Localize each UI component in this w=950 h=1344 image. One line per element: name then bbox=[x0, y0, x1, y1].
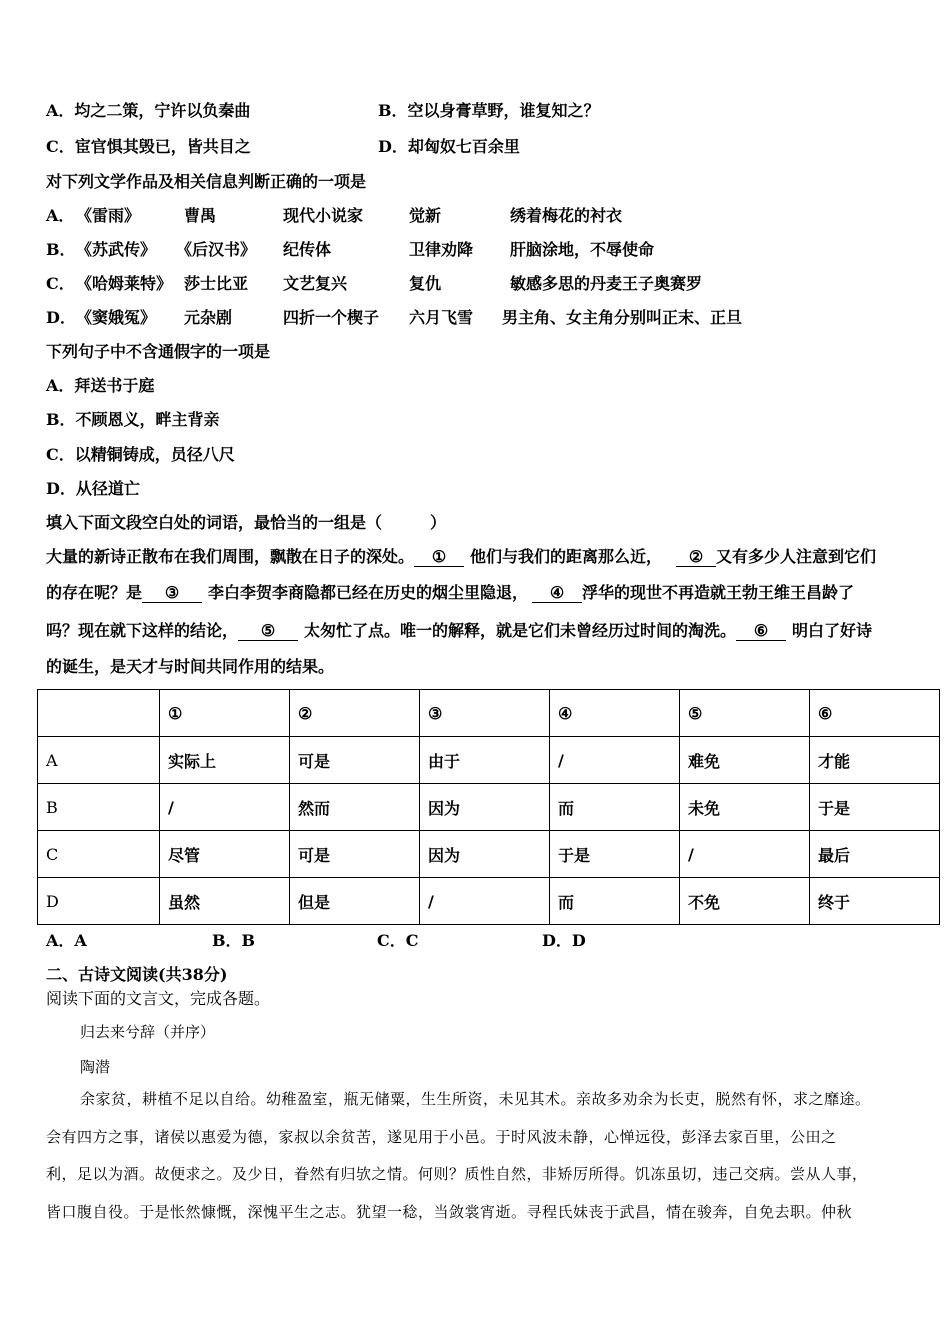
lit-label: A． bbox=[46, 206, 75, 225]
lit-option-row bbox=[46, 273, 703, 295]
answer-table bbox=[37, 689, 940, 925]
table-cell: ⑤ bbox=[680, 690, 810, 737]
table-cell: C bbox=[38, 831, 160, 878]
poem-title: 归去来兮辞（并序） bbox=[80, 1023, 216, 1041]
blank-1: ① bbox=[414, 548, 464, 567]
lit-item: 卫律劝降 bbox=[409, 240, 474, 259]
option-b: B．空以身膏草野，谁复知之？ bbox=[378, 101, 600, 120]
blank-6: ⑥ bbox=[736, 622, 786, 641]
lit-option-row bbox=[46, 205, 623, 227]
lit-author: 元杂剧 bbox=[184, 308, 233, 327]
preface-line: 利，足以为酒。故便求之。及少日，眷然有归欤之情。何则？质性自然，非矫厉所得。饥冻虽切，违己交病。尝从人事， bbox=[46, 1165, 868, 1183]
passage-text: 大量的新诗正散布在我们周围，飘散在日子的深处。 bbox=[46, 547, 415, 566]
table-row bbox=[38, 784, 940, 831]
option-c: C．宦官惧其毁已，皆共目之 bbox=[46, 137, 251, 156]
lit-label: C． bbox=[46, 274, 75, 293]
preface-line: 余家贫，耕植不足以自给。幼稚盈室，瓶无储粟，生生所资，未见其术。亲故多劝余为长吏，脱然有怀，求之靡途。 bbox=[80, 1090, 871, 1108]
passage-text: 明白了好诗 bbox=[792, 621, 873, 640]
table-cell: 尽管 bbox=[160, 831, 290, 878]
blank-5: ⑤ bbox=[238, 622, 298, 641]
table-row bbox=[38, 737, 940, 784]
question-stem-literature: 对下列文学作品及相关信息判断正确的一项是 bbox=[46, 172, 367, 191]
lit-work: 《苏武传》 bbox=[76, 240, 157, 259]
fill-passage-line bbox=[46, 546, 876, 568]
lit-genre: 文艺复兴 bbox=[283, 274, 348, 293]
table-cell: ① bbox=[160, 690, 290, 737]
lit-author: 莎士比亚 bbox=[184, 274, 249, 293]
table-cell bbox=[38, 690, 160, 737]
table-cell: 不免 bbox=[680, 878, 810, 925]
blank-3: ③ bbox=[142, 584, 202, 603]
table-cell: / bbox=[420, 878, 550, 925]
lit-label: B． bbox=[46, 240, 76, 259]
lit-work: 《窦娥冤》 bbox=[76, 308, 157, 327]
option-a: A．均之二策，宁许以负秦曲 bbox=[46, 101, 251, 120]
lit-genre: 四折一个楔子 bbox=[283, 308, 380, 327]
lit-work: 《雷雨》 bbox=[76, 206, 141, 225]
table-cell: ⑥ bbox=[810, 690, 940, 737]
section-title: 二、古诗文阅读(共38分) bbox=[46, 965, 228, 984]
passage-text: 李白李贺李商隐都已经在历史的烟尘里隐退， bbox=[208, 583, 529, 602]
lit-genre: 现代小说家 bbox=[283, 206, 364, 225]
fill-answer: B．B bbox=[212, 931, 256, 950]
table-cell: 终于 bbox=[810, 878, 940, 925]
table-cell: 难免 bbox=[680, 737, 810, 784]
passage-text: 太匆忙了点。唯一的解释，就是它们未曾经历过时间的淘洗。 bbox=[304, 621, 737, 640]
fill-answer: A．A bbox=[46, 931, 87, 950]
passage-text: 又有多少人注意到它们 bbox=[716, 547, 877, 566]
table-cell: 因为 bbox=[420, 831, 550, 878]
fill-passage-line bbox=[46, 582, 854, 604]
lit-author: 《后汉书》 bbox=[176, 240, 257, 259]
tongjia-option: A．拜送书于庭 bbox=[46, 376, 155, 395]
section-instruction: 阅读下面的文言文，完成各题。 bbox=[46, 989, 271, 1008]
lit-author: 曹禺 bbox=[184, 206, 217, 225]
lit-note: 敏感多思的丹麦王子奥赛罗 bbox=[510, 274, 703, 293]
tongjia-option: D．从径道亡 bbox=[46, 479, 140, 498]
lit-note: 男主角、女主角分别叫正末、正旦 bbox=[502, 308, 743, 327]
fill-answer: C．C bbox=[377, 931, 419, 950]
table-cell: 然而 bbox=[290, 784, 420, 831]
option-d: D．却匈奴七百余里 bbox=[378, 137, 520, 156]
lit-work: 《哈姆莱特》 bbox=[76, 274, 173, 293]
table-cell: A bbox=[38, 737, 160, 784]
table-header-row bbox=[38, 690, 940, 737]
table-cell: ④ bbox=[550, 690, 680, 737]
poem-author: 陶潜 bbox=[80, 1058, 111, 1076]
lit-item: 六月飞雪 bbox=[409, 308, 474, 327]
table-cell: ② bbox=[290, 690, 420, 737]
table-cell: / bbox=[550, 737, 680, 784]
table-cell: 才能 bbox=[810, 737, 940, 784]
tongjia-option: B．不顾恩义，畔主背亲 bbox=[46, 410, 220, 429]
table-cell: 而 bbox=[550, 784, 680, 831]
lit-note: 肝脑涂地，不辱使命 bbox=[510, 240, 655, 259]
lit-option-row bbox=[46, 307, 743, 329]
table-cell: 未免 bbox=[680, 784, 810, 831]
tongjia-option: C．以精铜铸成，员径八尺 bbox=[46, 445, 235, 464]
table-cell: 由于 bbox=[420, 737, 550, 784]
lit-note: 绣着梅花的衬衣 bbox=[510, 206, 623, 225]
table-cell: 虽然 bbox=[160, 878, 290, 925]
table-cell: / bbox=[160, 784, 290, 831]
table-cell: D bbox=[38, 878, 160, 925]
blank-4: ④ bbox=[532, 584, 582, 603]
passage-text: 的存在呢？是 bbox=[46, 583, 143, 602]
table-row bbox=[38, 878, 940, 925]
table-cell: 于是 bbox=[810, 784, 940, 831]
table-row bbox=[38, 831, 940, 878]
fill-answer-options bbox=[46, 930, 586, 952]
preface-line: 皆口腹自役。于是怅然慷慨，深愧平生之志。犹望一稔，当敛裳宵逝。寻程氏妹丧于武昌，情在骏奔，自免去职。仲秋 bbox=[46, 1203, 853, 1221]
passage-text: 他们与我们的距离那么近， bbox=[470, 547, 663, 566]
fill-answer: D．D bbox=[542, 931, 586, 950]
passage-text: 吗？现在就下这样的结论， bbox=[46, 621, 239, 640]
lit-label: D． bbox=[46, 308, 76, 327]
fill-passage-line: 的诞生，是天才与时间共同作用的结果。 bbox=[46, 657, 335, 676]
blank-2: ② bbox=[676, 548, 716, 567]
table-cell: B bbox=[38, 784, 160, 831]
table-cell: 而 bbox=[550, 878, 680, 925]
table-cell: 可是 bbox=[290, 831, 420, 878]
table-cell: / bbox=[680, 831, 810, 878]
fill-passage-line bbox=[46, 620, 872, 642]
table-cell: 于是 bbox=[550, 831, 680, 878]
lit-genre: 纪传体 bbox=[283, 240, 332, 259]
table-cell: ③ bbox=[420, 690, 550, 737]
table-cell: 可是 bbox=[290, 737, 420, 784]
lit-item: 觉新 bbox=[409, 206, 442, 225]
table-cell: 因为 bbox=[420, 784, 550, 831]
question-stem-tongjia: 下列句子中不含通假字的一项是 bbox=[46, 342, 271, 361]
preface-line: 会有四方之事，诸侯以惠爱为德，家叔以余贫苦，遂见用于小邑。于时风波未静，心惮远役，彭泽去家百里，公田之 bbox=[46, 1128, 837, 1146]
table-cell: 但是 bbox=[290, 878, 420, 925]
lit-option-row bbox=[46, 239, 655, 261]
passage-text: 浮华的现世不再造就王勃王维王昌龄了 bbox=[582, 583, 855, 602]
table-cell: 最后 bbox=[810, 831, 940, 878]
table-cell: 实际上 bbox=[160, 737, 290, 784]
question-stem-fill: 填入下面文段空白处的词语，最恰当的一组是（ ） bbox=[46, 513, 447, 532]
lit-item: 复仇 bbox=[409, 274, 442, 293]
